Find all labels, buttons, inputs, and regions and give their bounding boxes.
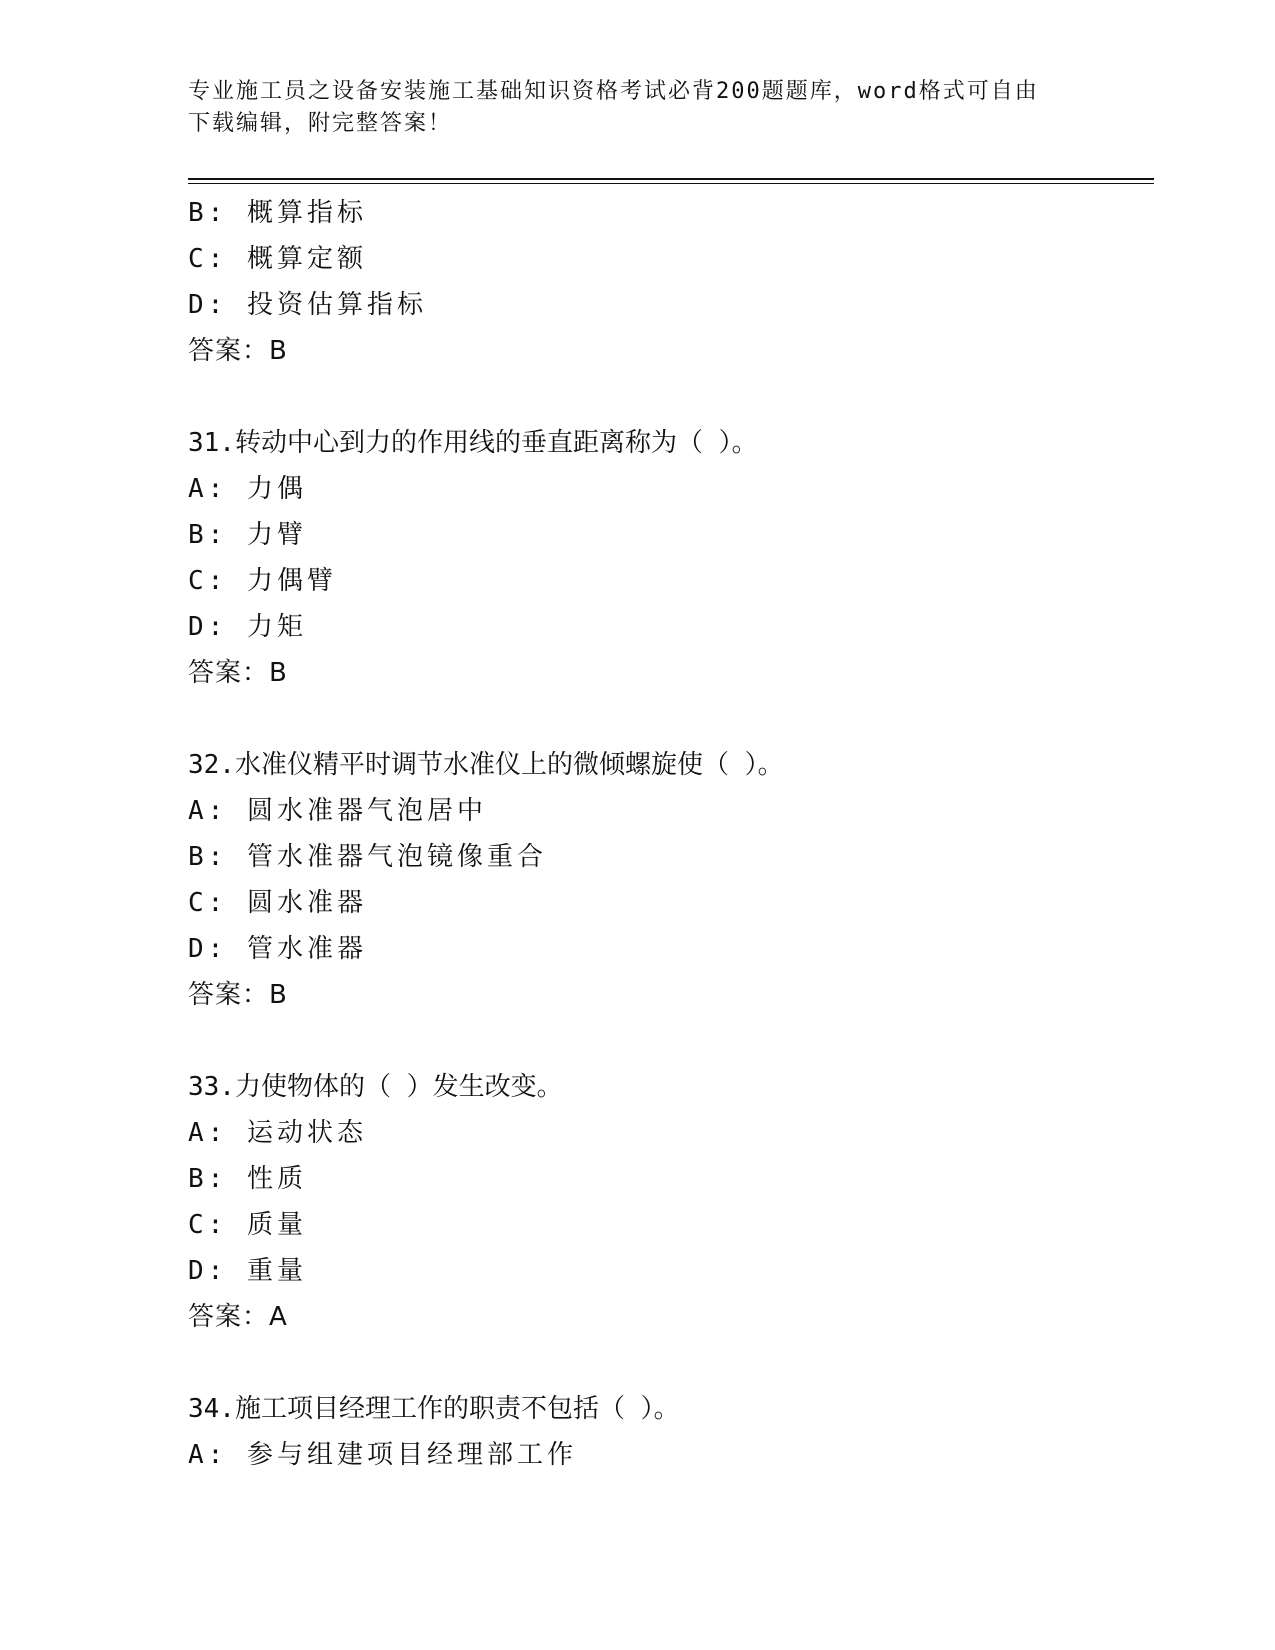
option-d: D: 投资估算指标 — [188, 290, 427, 320]
option-a: A: 力偶 — [188, 474, 307, 504]
option-a: A: 运动状态 — [188, 1118, 367, 1148]
question-stem: 33.力使物体的（ ）发生改变。 — [188, 1072, 563, 1102]
header-line-2: 下载编辑，附完整答案！ — [188, 111, 453, 136]
answer-line: 答案：B — [188, 336, 288, 366]
option-c: C: 力偶臂 — [188, 566, 337, 596]
option-d: D: 重量 — [188, 1256, 307, 1286]
question-block-34 — [188, 1386, 1154, 1478]
option-a: A: 圆水准器气泡居中 — [188, 796, 487, 826]
question-block-30 — [188, 190, 1154, 374]
option-d: D: 管水准器 — [188, 934, 367, 964]
option-b: B: 力臂 — [188, 520, 307, 550]
spacer — [188, 1340, 1154, 1386]
option-c: C: 质量 — [188, 1210, 307, 1240]
question-stem: 32.水准仪精平时调节水准仪上的微倾螺旋使（ ）。 — [188, 750, 784, 780]
option-d: D: 力矩 — [188, 612, 307, 642]
spacer — [188, 1018, 1154, 1064]
question-list — [188, 190, 1154, 1478]
option-c: C: 概算定额 — [188, 244, 367, 274]
answer-line: 答案：A — [188, 1302, 288, 1332]
header-divider-thick — [188, 178, 1154, 180]
answer-line: 答案：B — [188, 980, 288, 1010]
spacer — [188, 696, 1154, 742]
answer-line: 答案：B — [188, 658, 288, 688]
document-header — [188, 76, 1088, 140]
spacer — [188, 374, 1154, 420]
option-a: A: 参与组建项目经理部工作 — [188, 1440, 577, 1470]
header-divider-thin — [188, 183, 1154, 184]
header-line-1: 专业施工员之设备安装施工基础知识资格考试必背200题题库，word格式可自由 — [188, 79, 1039, 104]
option-b: B: 管水准器气泡镜像重合 — [188, 842, 547, 872]
option-b: B: 概算指标 — [188, 198, 367, 228]
question-stem: 31.转动中心到力的作用线的垂直距离称为（ ）。 — [188, 428, 758, 458]
question-block-33 — [188, 1064, 1154, 1340]
option-c: C: 圆水准器 — [188, 888, 367, 918]
question-stem: 34.施工项目经理工作的职责不包括（ ）。 — [188, 1394, 680, 1424]
option-b: B: 性质 — [188, 1164, 307, 1194]
question-block-31 — [188, 420, 1154, 696]
question-block-32 — [188, 742, 1154, 1018]
